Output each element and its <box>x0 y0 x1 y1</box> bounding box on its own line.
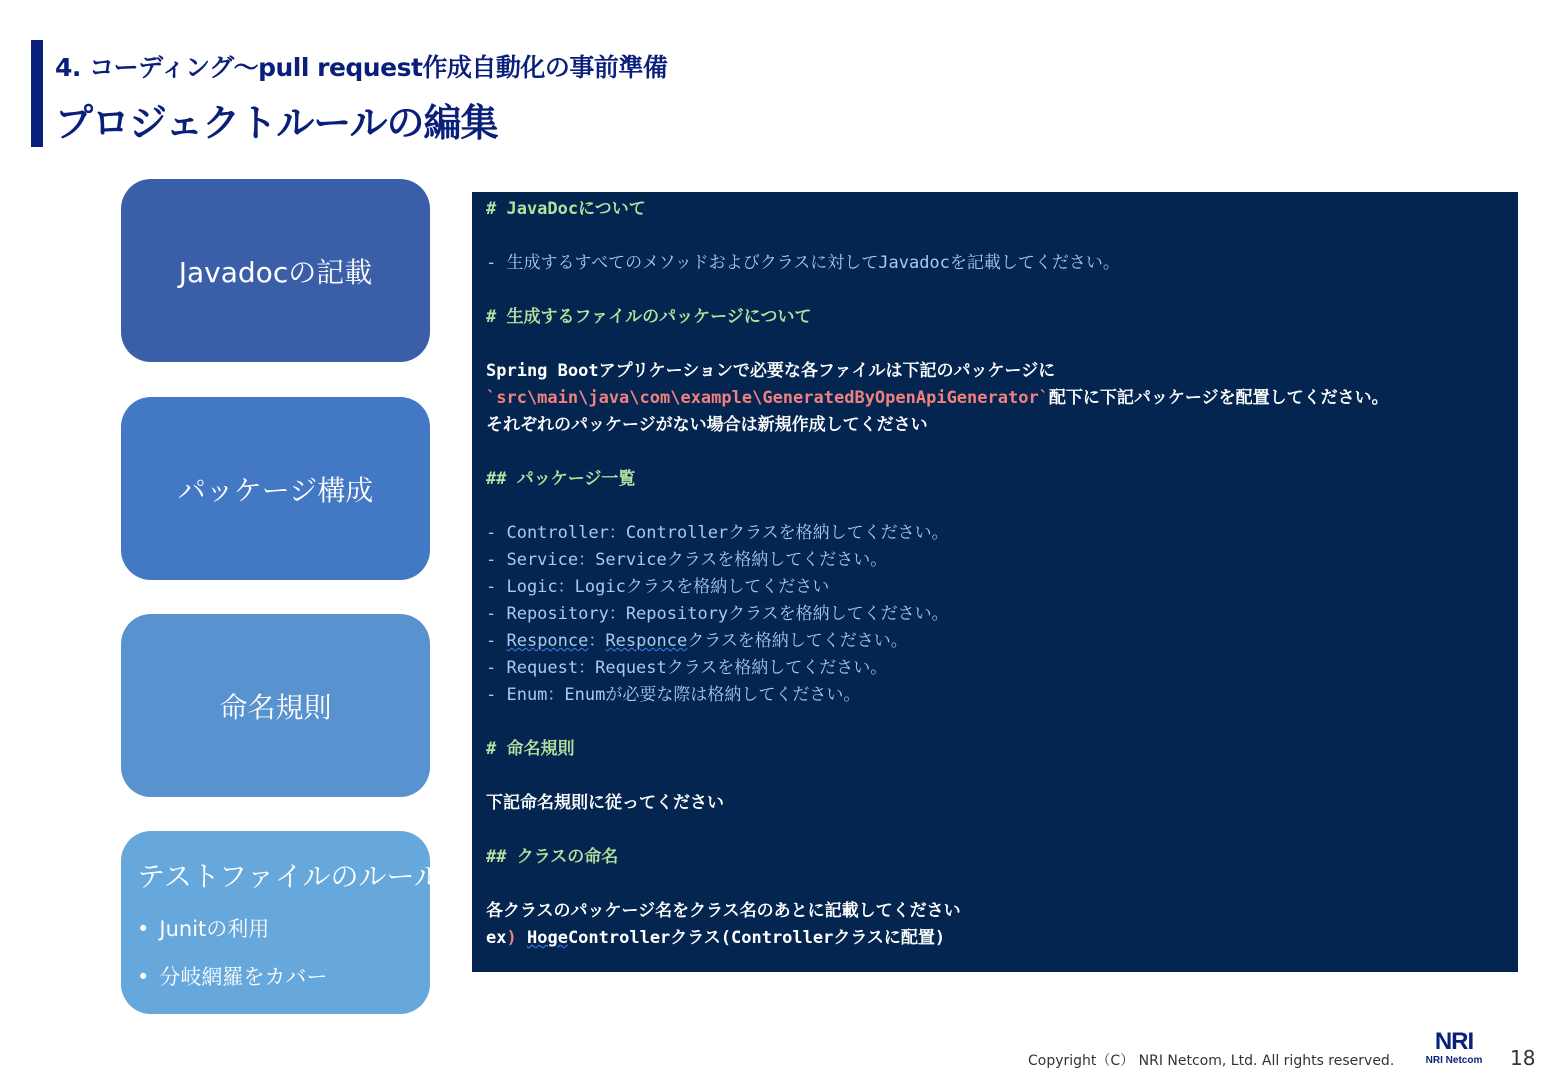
code-line: `src\main\java\com\example\GeneratedByOpenApiGenerator`配下に下記パッケージを配置してください。 <box>486 388 1389 408</box>
code-line: 下記命名規則に従ってください <box>486 793 724 813</box>
logo-text: NRI Netcom <box>1425 1055 1483 1066</box>
code-line: ex) HogeControllerクラス(Controllerクラスに配置) <box>486 928 946 948</box>
code-line: # JavaDocについて <box>486 199 646 219</box>
code-line-blank <box>486 331 1504 358</box>
package-box <box>121 397 430 580</box>
code-line-blank <box>486 817 1504 844</box>
bullet-icon: • <box>137 965 150 989</box>
code-path: `src\main\java\com\example\GeneratedByOpenApiGenerator` <box>486 388 1049 408</box>
code-line: それぞれのパッケージがない場合は新規作成してください <box>486 415 928 435</box>
list-item: • 分岐網羅をカバー <box>137 965 328 989</box>
code-editor-panel <box>472 192 1518 972</box>
nri-netcom-logo <box>1420 1030 1488 1072</box>
code-line: # 命名規則 <box>486 739 575 759</box>
spellcheck-word: Responce <box>605 631 688 651</box>
code-line: 各クラスのパッケージ名をクラス名のあとに記載してください <box>486 901 961 921</box>
code-line: - Service：Serviceクラスを格納してください。 <box>486 550 888 570</box>
code-line-blank <box>486 871 1504 898</box>
code-line: - Logic：Logicクラスを格納してください <box>486 577 830 597</box>
code-line-blank <box>486 439 1504 466</box>
code-line: Spring Bootアプリケーションで必要な各ファイルは下記のパッケージに <box>486 361 1056 381</box>
test-rules-box <box>121 831 442 1014</box>
code-line-blank <box>486 493 1504 520</box>
javadoc-box <box>121 179 430 362</box>
code-line: ## パッケージ一覧 <box>486 469 636 489</box>
code-line-blank <box>486 763 1504 790</box>
naming-box <box>121 614 430 797</box>
logo-mark: NRI <box>1434 1028 1474 1055</box>
code-line: - Enum：Enumが必要な際は格納してください。 <box>486 685 861 705</box>
page-title: プロジェクトルールの編集 <box>55 101 498 145</box>
page-number: 18 <box>1510 1046 1536 1070</box>
section-subtitle: 4. コーディング～pull request作成自動化の事前準備 <box>55 53 668 82</box>
naming-box-label: 命名規則 <box>219 690 332 724</box>
spellcheck-word: Hoge <box>526 928 568 948</box>
test-rules-title: テストファイルのルール <box>137 860 442 893</box>
code-line-blank <box>486 223 1504 250</box>
code-line: - Repository：Repositoryクラスを格納してください。 <box>486 604 949 624</box>
bullet-icon: • <box>137 917 150 941</box>
title-accent-bar <box>31 40 43 147</box>
package-box-label: パッケージ構成 <box>177 473 374 507</box>
code-line: - Controller：Controllerクラスを格納してください。 <box>486 523 949 543</box>
code-line-blank <box>486 709 1504 736</box>
code-line: # 生成するファイルのパッケージについて <box>486 307 812 327</box>
javadoc-box-label: Javadocの記載 <box>178 255 373 289</box>
test-rules-list <box>137 913 414 991</box>
code-line: - Responce：Responceクラスを格納してください。 <box>486 631 908 651</box>
code-line: - 生成するすべてのメソッドおよびクラスに対してJavadocを記載してください。 <box>486 253 1120 273</box>
code-line: ## クラスの命名 <box>486 847 619 867</box>
list-item: • Junitの利用 <box>137 917 270 941</box>
spellcheck-word: Responce <box>506 631 589 651</box>
copyright-text: Copyright（C） NRI Netcom, Ltd. All rights reserved. <box>1028 1053 1395 1069</box>
code-line-blank <box>486 277 1504 304</box>
code-line: - Request：Requestクラスを格納してください。 <box>486 658 888 678</box>
